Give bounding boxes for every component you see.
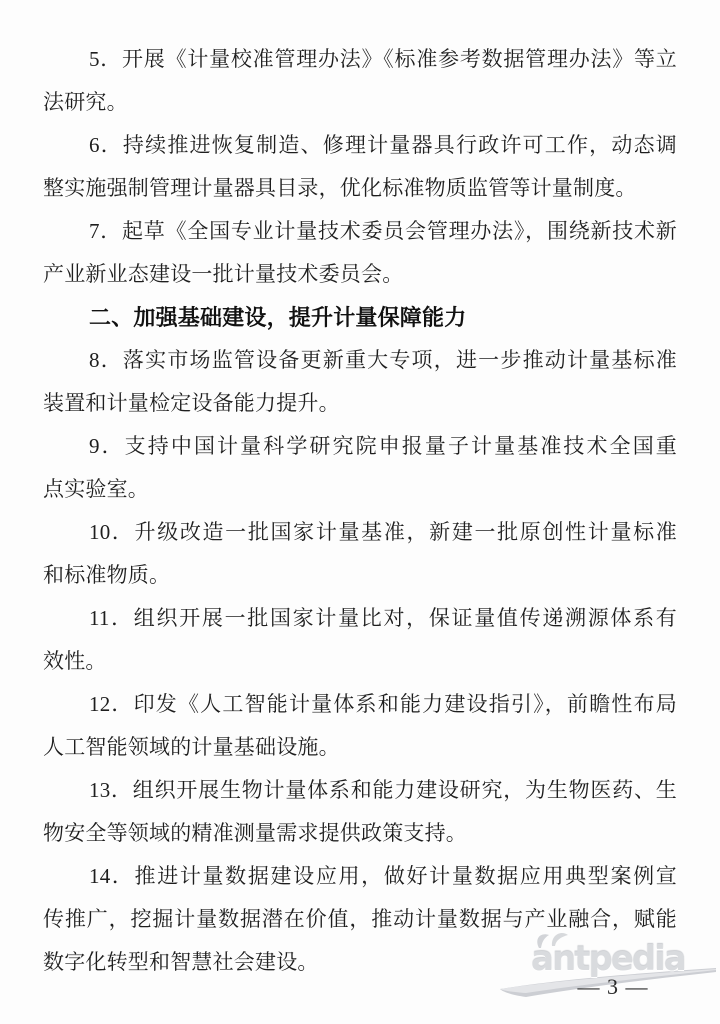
paragraph-line: 产业新业态建设一批计量技术委员会。 <box>43 262 404 286</box>
paragraph-line: 物安全等领域的精准测量需求提供政策支持。 <box>43 821 467 845</box>
paragraph-line: 9．支持中国计量科学研究院申报量子计量基准技术全国重 <box>89 434 677 458</box>
paragraph-line: 和标准物质。 <box>43 563 171 587</box>
paragraph-line: 点实验室。 <box>43 477 149 501</box>
paragraph-line: 装置和计量检定设备能力提升。 <box>43 391 340 415</box>
paragraph-line: 8．落实市场监管设备更新重大专项，进一步推动计量基标准 <box>89 348 677 372</box>
paragraph-line: 14．推进计量数据建设应用，做好计量数据应用典型案例宣 <box>89 864 677 888</box>
paragraph-line: 11．组织开展一批国家计量比对，保证量值传递溯源体系有 <box>89 606 677 630</box>
paragraph-line: 5．开展《计量校准管理办法》《标准参考数据管理办法》等立 <box>89 47 677 71</box>
paragraph-line: 传推广，挖掘计量数据潜在价值，推动计量数据与产业融合，赋能 <box>43 907 677 931</box>
paragraph-line: 效性。 <box>43 649 107 673</box>
paragraph-line: 10．升级改造一批国家计量基准，新建一批原创性计量标准 <box>89 520 677 544</box>
paragraph-line: 7．起草《全国专业计量技术委员会管理办法》，围绕新技术新 <box>89 219 677 243</box>
paragraph-line: 12．印发《人工智能计量体系和能力建设指引》，前瞻性布局 <box>89 692 677 716</box>
paragraph-line: 法研究。 <box>43 90 128 114</box>
paragraph-line: 人工智能领域的计量基础设施。 <box>43 735 340 759</box>
section-heading: 二、加强基础建设，提升计量保障能力 <box>89 305 467 330</box>
paragraph-line: 整实施强制管理计量器具目录，优化标准物质监管等计量制度。 <box>43 176 637 200</box>
page-number: — 3 — <box>577 974 649 999</box>
paragraph-line: 6．持续推进恢复制造、修理计量器具行政许可工作，动态调 <box>89 133 677 157</box>
paragraph-line: 13．组织开展生物计量体系和能力建设研究，为生物医药、生 <box>89 778 677 802</box>
document-body <box>43 38 677 984</box>
watermark-brand-text: antpedia <box>531 939 685 979</box>
paragraph-line: 数字化转型和智慧社会建设。 <box>43 950 319 974</box>
